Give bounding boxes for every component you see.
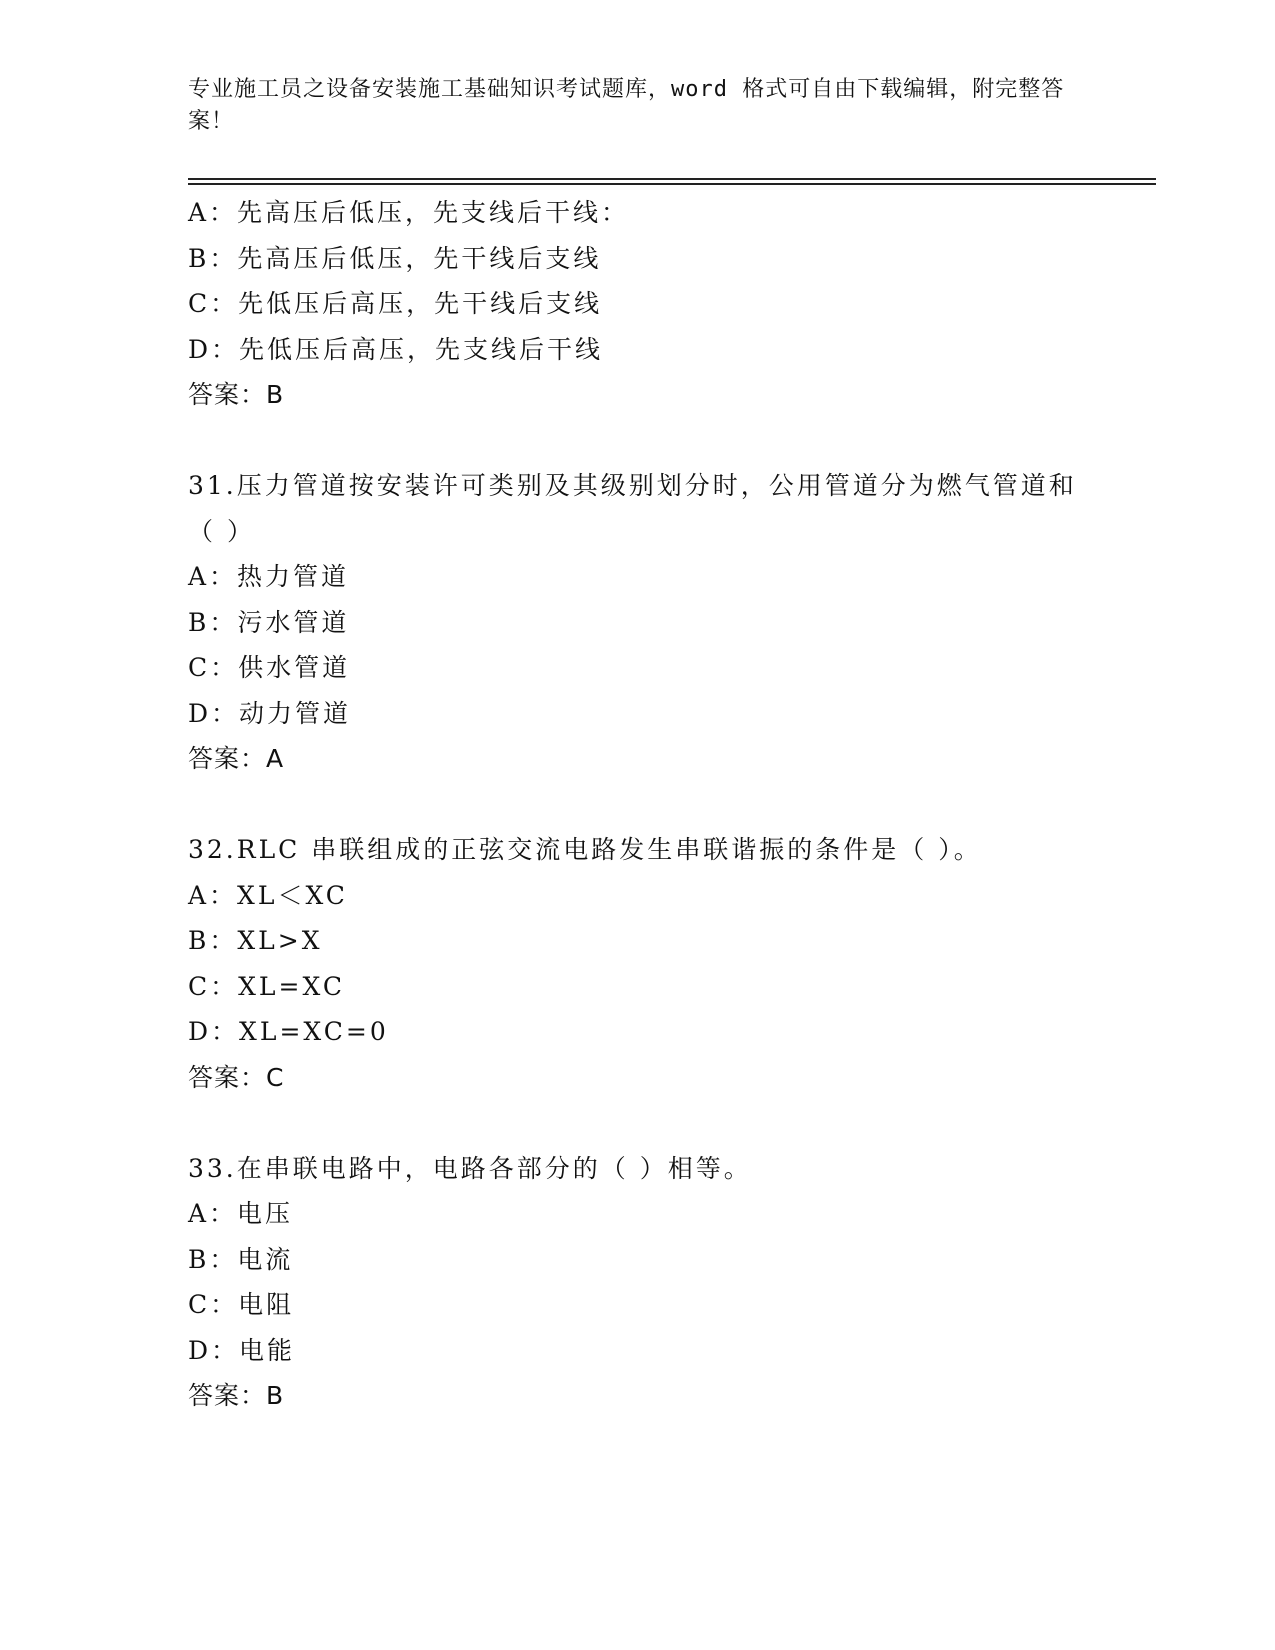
question-stem: 33.在串联电路中，电路各部分的（ ）相等。 [188,1153,752,1183]
question-31 [188,463,1088,782]
spacer [188,782,1088,828]
option-c: C：XL=XC [188,971,345,1001]
option-d: D：XL=XC=0 [188,1017,389,1046]
option-a: A：先高压后低压，先支线后干线： [188,198,630,227]
spacer [188,1100,1088,1146]
question-stem: 32.RLC 串联组成的正弦交流电路发生串联谐振的条件是（ ）。 [188,835,982,864]
question-30-continued [188,190,1088,418]
document-header: 专业施工员之设备安装施工基础知识考试题库，word 格式可自由下载编辑，附完整答案！ [188,77,1065,134]
option-c: C：电阻 [188,1290,295,1319]
answer-line: 答案：B [188,1381,285,1410]
option-b: B：污水管道 [188,607,350,637]
spacer [188,418,1088,464]
option-a: A：电压 [188,1199,294,1228]
answer-line: 答案：B [188,380,285,409]
option-b: B：电流 [188,1244,294,1274]
answer-line: 答案：A [188,744,285,773]
option-a: A：XL＜XC [188,880,348,910]
option-d: D：动力管道 [188,698,352,728]
option-c: C：供水管道 [188,653,351,682]
header-divider-top [188,178,1156,180]
option-a: A：热力管道 [188,562,350,591]
question-32 [188,827,1088,1100]
header-divider-bottom [188,183,1156,185]
option-b: B：先高压后低压，先干线后支线 [188,243,602,273]
option-c: C：先低压后高压，先干线后支线 [188,289,603,318]
document-body [188,190,1088,1419]
question-stem: 31.压力管道按安装许可类别及其级别划分时，公用管道分为燃气管道和（ ） [188,471,1077,546]
option-d: D：先低压后高压，先支线后干线 [188,334,604,364]
question-33 [188,1146,1088,1419]
answer-line: 答案：C [188,1062,285,1092]
option-b: B：XL>X [188,926,323,955]
option-d: D：电能 [188,1335,296,1365]
